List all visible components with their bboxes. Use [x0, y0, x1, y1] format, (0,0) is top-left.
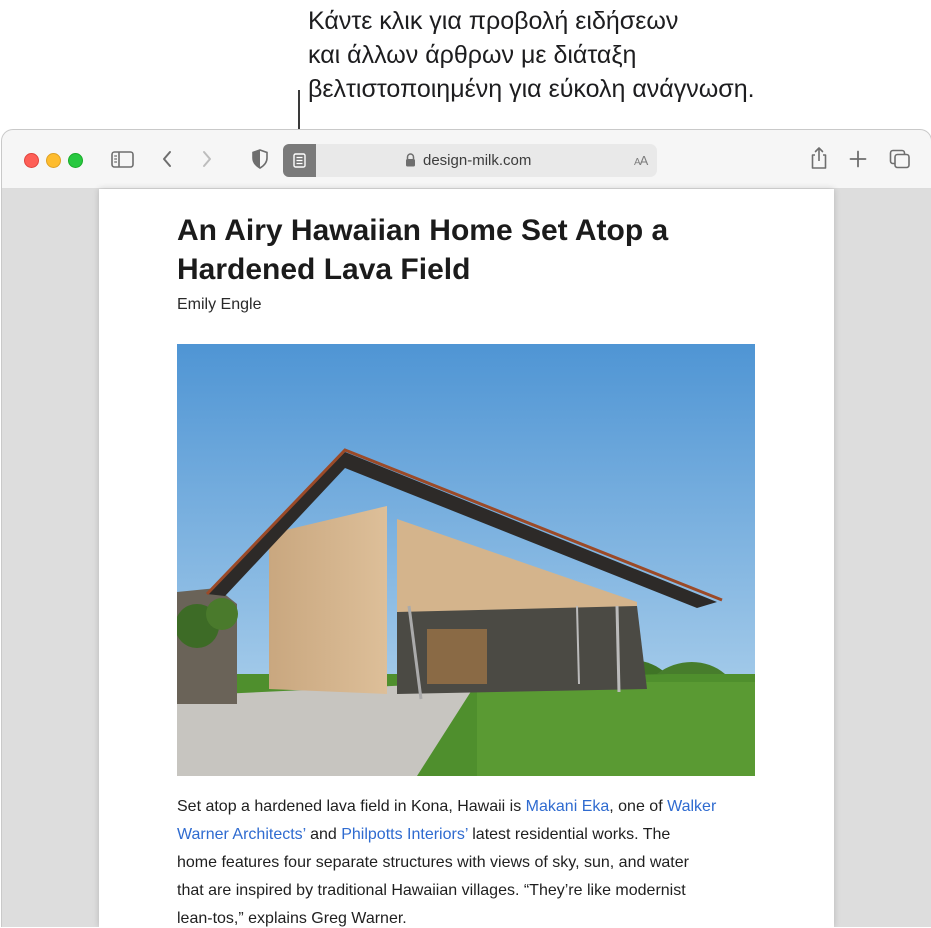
new-tab-plus-icon[interactable]: [849, 150, 867, 168]
article-title-line-2: Hardened Lava Field: [177, 253, 471, 286]
aa-large-letter: A: [639, 153, 648, 168]
reader-view-button[interactable]: [283, 144, 316, 177]
share-icon[interactable]: [809, 146, 829, 170]
body-text-run: , one of: [609, 798, 668, 815]
body-line-3: home features four separate structures with views of sky, sun, and water: [177, 854, 689, 871]
article-title-line-1: An Airy Hawaiian Home Set Atop a: [177, 214, 669, 247]
toolbar: [2, 130, 931, 189]
walker-warner-link-part-1[interactable]: Walker: [667, 798, 717, 815]
article-title: [177, 211, 777, 289]
reader-page: [99, 189, 834, 927]
tab-overview-icon[interactable]: [889, 149, 911, 169]
body-text-run: latest residential works. The: [467, 826, 671, 843]
body-line-2: [177, 821, 777, 849]
callout-line-3: βελτιστοποιημένη για εύκολη ανάγνωση.: [308, 75, 755, 103]
address-bar[interactable]: [316, 144, 657, 177]
back-chevron-icon[interactable]: [161, 150, 173, 168]
body-text-run: Set atop a hardened lava field in Kona, Hawaii is: [177, 798, 526, 815]
privacy-shield-icon[interactable]: [251, 149, 269, 169]
walker-warner-link-part-2[interactable]: Warner Architects’: [177, 826, 306, 843]
body-line-5: lean-tos,” explains Greg Warner.: [177, 910, 407, 927]
aa-small-letter: A: [634, 157, 640, 168]
reader-page-icon: [293, 153, 306, 168]
text-size-button[interactable]: [634, 153, 647, 168]
callout-line-1: Κάντε κλικ για προβολή ειδήσεων: [308, 7, 679, 35]
zoom-window-button[interactable]: [68, 153, 83, 168]
web-content-area: [2, 189, 931, 927]
article-body: [177, 793, 777, 927]
lock-icon: [405, 153, 416, 167]
philpotts-interiors-link[interactable]: Philpotts Interiors’: [341, 826, 468, 843]
forward-chevron-icon[interactable]: [201, 150, 213, 168]
body-line-4: that are inspired by traditional Hawaiian villages. “They’re like modernist: [177, 882, 686, 899]
sidebar-toggle-icon[interactable]: [111, 151, 134, 168]
callout-line-2: και άλλων άρθρων με διάταξη: [308, 41, 637, 69]
url-text: design-milk.com: [423, 152, 532, 169]
makani-eka-link[interactable]: Makani Eka: [525, 798, 610, 815]
article-byline: Emily Engle: [177, 296, 262, 313]
browser-window: [1, 129, 931, 927]
close-window-button[interactable]: [24, 153, 39, 168]
minimize-window-button[interactable]: [46, 153, 61, 168]
house-photo: [177, 344, 755, 776]
body-text-run: and: [305, 826, 342, 843]
body-line-1: [177, 793, 777, 821]
callout-annotation: [308, 4, 918, 106]
